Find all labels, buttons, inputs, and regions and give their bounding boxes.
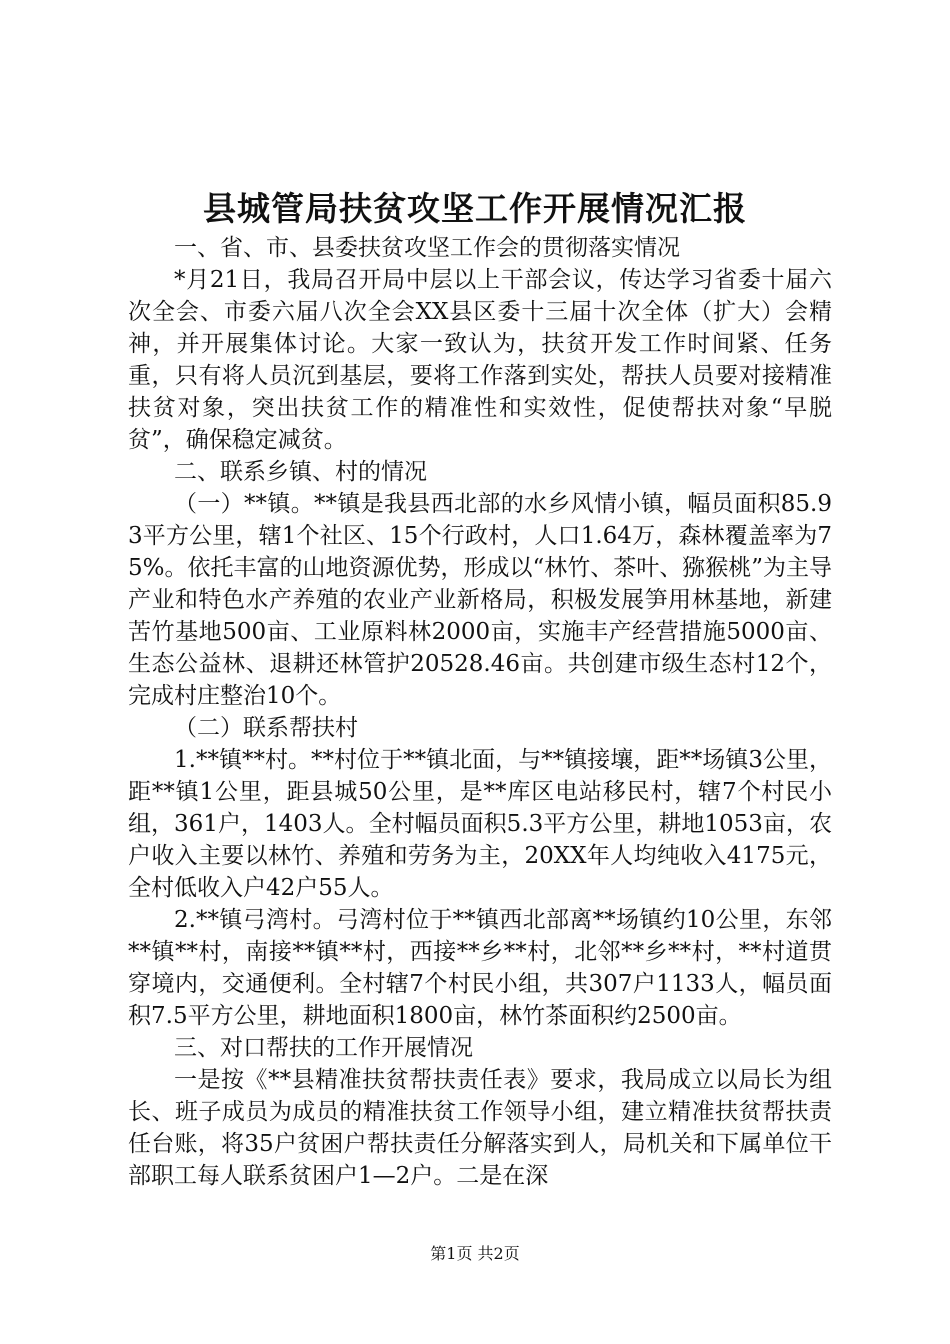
document-body	[128, 232, 832, 1192]
paragraph: （一）**镇。**镇是我县西北部的水乡风情小镇，幅员面积85.93平方公里，辖1个社区、15个行政村，人口1.64万，森林覆盖率为75%。依托丰富的山地资源优势，形成以“林竹、茶叶、猕猴桃”为主导产业和特色水产养殖的农业产业新格局，积极发展笋用林基地，新建苦竹基地500亩、工业原料林2000亩，实施丰产经营措施5000亩、生态公益林、退耕还林管护20528.46亩。共创建市级生态村12个，完成村庄整治10个。	[128, 491, 833, 709]
sub-heading: （二）联系帮扶村	[174, 715, 358, 741]
paragraph: 一是按《**县精准扶贫帮扶责任表》要求，我局成立以局长为组长、班子成员为成员的精准扶贫工作领导小组，建立精准扶贫帮扶责任台账，将35户贫困户帮扶责任分解落实到人，局机关和下属单位干部职工每人联系贫困户1—2户。二是在深	[128, 1067, 832, 1189]
paragraph: *月21日，我局召开局中层以上干部会议，传达学习省委十届六次全会、市委六届八次全会XX县区委十三届十次全体（扩大）会精神，并开展集体讨论。大家一致认为，扶贫开发工作时间紧、任务重，只有将人员沉到基层，要将工作落到实处，帮扶人员要对接精准扶贫对象，突出扶贫工作的精准性和实效性，促使帮扶对象“早脱贫”，确保稳定减贫。	[128, 267, 832, 453]
paragraph: 1.**镇**村。**村位于**镇北面，与**镇接壤，距**场镇3公里，距**镇1公里，距县城50公里，是**库区电站移民村，辖7个村民小组，361户，1403人。全村幅员面积5.3平方公里，耕地1053亩，农户收入主要以林竹、养殖和劳务为主，20XX年人均纯收入4175元，全村低收入户42户55人。	[128, 747, 832, 901]
page-footer: 第1页 共2页	[430, 1244, 520, 1263]
section-heading-1: 一、省、市、县委扶贫攻坚工作会的贯彻落实情况	[174, 235, 680, 261]
section-heading-3: 三、对口帮扶的工作开展情况	[174, 1035, 473, 1061]
document-title: 县城管局扶贫攻坚工作开展情况汇报	[203, 189, 747, 228]
section-heading-2: 二、联系乡镇、村的情况	[174, 459, 427, 485]
paragraph: 2.**镇弓湾村。弓湾村位于**镇西北部离**场镇约10公里，东邻**镇**村，南接**镇**村，西接**乡**村，北邻**乡**村，**村道贯穿境内，交通便利。全村辖7个村民小组，共307户1133人，幅员面积7.5平方公里，耕地面积1800亩，林竹茶面积约2500亩。	[128, 907, 833, 1029]
